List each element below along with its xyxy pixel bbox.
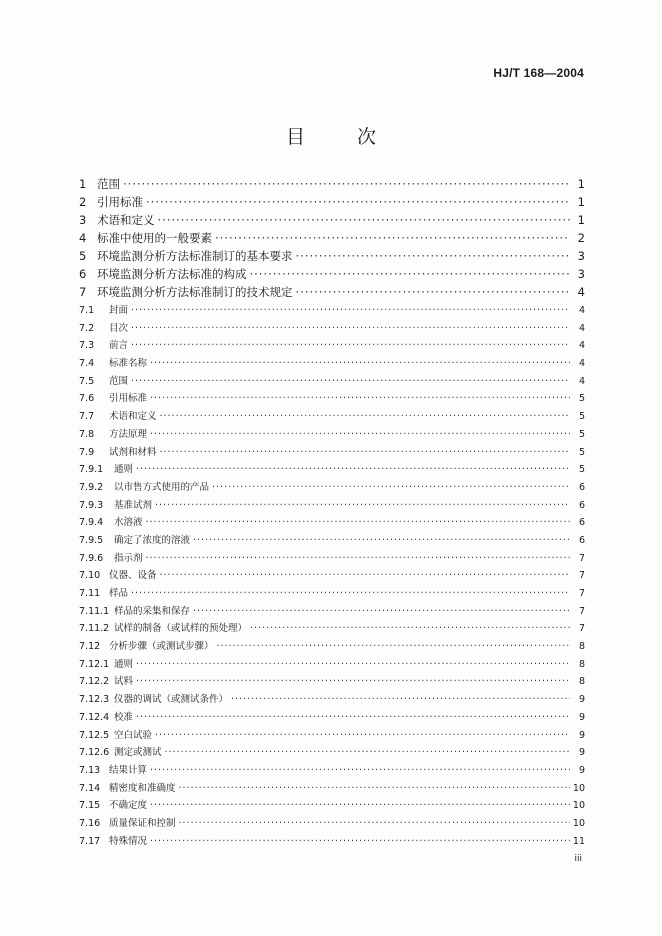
toc-entry-number: 7.9: [79, 446, 95, 458]
toc-entry-number: 7.12.5: [79, 729, 110, 741]
toc-entry-page: 4: [578, 340, 585, 352]
toc-entry-page: 7: [578, 605, 585, 617]
toc-entry-page: 3: [577, 267, 585, 281]
toc-entry-number: 7.9.6: [79, 552, 104, 564]
toc-entry-label: 试料: [114, 676, 134, 688]
toc-entry-number: 7.9.2: [79, 481, 104, 493]
toc-leader-dots: [136, 676, 570, 687]
toc-entry-number: 7.9.3: [79, 499, 104, 511]
toc-leader-dots: [150, 429, 570, 440]
toc-entry-page: 5: [578, 393, 585, 405]
toc-entry-page: 1: [577, 177, 585, 191]
toc-entry-label: 方法原理: [109, 428, 148, 440]
toc-entry: [79, 585, 585, 603]
toc-leader-dots: [250, 267, 571, 281]
toc-entry-page: 4: [577, 285, 585, 299]
toc-entry-label: 质量保证和控制: [109, 817, 176, 829]
toc-entry-label: 结果计算: [109, 764, 148, 776]
toc-entry: [79, 212, 585, 230]
toc-entry-label: 引用标准: [109, 393, 148, 405]
toc-entry-number: 7.11.2: [79, 623, 110, 635]
toc-entry-label: 术语和定义: [97, 213, 155, 227]
toc-entry-label: 封面: [109, 305, 129, 316]
toc-entry-number: 7.1: [79, 305, 95, 316]
toc-entry: [79, 302, 585, 320]
toc-entry-label: 测定或测试: [114, 747, 162, 759]
toc-entry: [79, 709, 585, 727]
toc-leader-dots: [296, 285, 571, 299]
toc-leader-dots: [296, 249, 571, 263]
toc-leader-dots: [131, 376, 570, 387]
toc-entry-page: 9: [578, 764, 585, 776]
toc-entry-page: 4: [578, 375, 585, 387]
toc-entry-label: 确定了浓度的溶液: [114, 534, 191, 546]
toc-entry: [79, 390, 585, 408]
toc-entry-page: 9: [578, 729, 585, 741]
toc-entry-page: 6: [578, 481, 585, 493]
toc-entry-number: 7.12.3: [79, 694, 110, 706]
toc-entry-number: 2: [79, 195, 87, 209]
toc-entry-label: 引用标准: [97, 195, 143, 209]
toc-entry: [79, 355, 585, 373]
toc-entry: [79, 691, 585, 709]
toc-entry-label: 环境监测分析方法标准的构成: [97, 267, 247, 281]
toc-title-char-2: 次: [357, 126, 377, 148]
toc-entry: [79, 320, 585, 338]
toc-leader-dots: [131, 323, 570, 334]
toc-entry-label: 通则: [114, 464, 134, 476]
toc-entry-label: 范围: [97, 177, 120, 191]
toc-entry-number: 7.8: [79, 428, 95, 440]
toc-entry: [79, 550, 585, 568]
toc-entry-number: 7.12.1: [79, 658, 110, 670]
toc-leader-dots: [179, 818, 570, 829]
toc-entry-page: 4: [578, 358, 585, 370]
toc-leader-dots: [146, 195, 570, 209]
toc-entry-page: 6: [578, 517, 585, 529]
toc-entry-label: 水溶液: [114, 517, 143, 529]
toc-entry-number: 7.15: [79, 800, 101, 812]
toc-entry-number: 7.12.6: [79, 747, 110, 759]
toc-entry-page: 5: [578, 446, 585, 458]
toc-entry: [79, 762, 585, 780]
toc-leader-dots: [250, 623, 570, 634]
toc-entry-page: 3: [577, 249, 585, 263]
toc-leader-dots: [136, 464, 570, 475]
toc-entry-number: 7.5: [79, 375, 95, 387]
toc-entry-number: 6: [79, 267, 87, 281]
toc-entry-label: 不确定度: [109, 800, 148, 812]
toc-entry: [79, 833, 585, 851]
toc-entry: [79, 194, 585, 212]
toc-entry-page: 4: [578, 322, 585, 334]
toc-entry-page: 10: [572, 800, 585, 812]
toc-entry: [79, 373, 585, 391]
toc-entry-number: 7.12.4: [79, 711, 110, 723]
toc-entry: [79, 426, 585, 444]
toc-entry: [79, 673, 585, 691]
toc-entry-page: 8: [578, 641, 585, 653]
toc-entry: [79, 620, 585, 638]
toc-entry-number: 7.3: [79, 340, 95, 352]
toc-entry-page: 6: [578, 499, 585, 511]
toc-entry-number: 7.7: [79, 411, 95, 423]
toc-leader-dots: [160, 447, 570, 458]
toc-entry: [79, 284, 585, 302]
toc-entry: [79, 479, 585, 497]
toc-entry-number: 7.16: [79, 817, 101, 829]
toc-entry-label: 环境监测分析方法标准制订的基本要求: [97, 249, 293, 263]
toc-entry-page: 9: [578, 711, 585, 723]
toc-entry: [79, 780, 585, 798]
toc-entry-label: 样品: [109, 588, 129, 599]
toc-entry-label: 试剂和材料: [109, 446, 157, 458]
toc-entry-page: 7: [578, 552, 585, 564]
toc-entry: [79, 514, 585, 532]
toc-leader-dots: [150, 393, 570, 404]
toc-entry-page: 5: [578, 428, 585, 440]
toc-entry: [79, 567, 585, 585]
toc-entry: [79, 797, 585, 815]
toc-leader-dots: [215, 231, 570, 245]
table-of-contents: [79, 176, 585, 850]
toc-entry-page: 9: [578, 747, 585, 759]
toc-leader-dots: [131, 588, 570, 599]
toc-entry-number: 7.11: [79, 588, 101, 599]
toc-entry: [79, 461, 585, 479]
toc-entry-number: 7.11.1: [79, 605, 110, 617]
toc-leader-dots: [131, 340, 570, 351]
toc-entry-number: 7.9.4: [79, 517, 104, 529]
toc-leader-dots: [150, 836, 570, 847]
toc-entry-label: 标准名称: [109, 358, 148, 370]
toc-entry-page: 5: [578, 464, 585, 476]
toc-entry-number: 7.10: [79, 570, 101, 582]
toc-leader-dots: [136, 659, 570, 670]
toc-entry-page: 1: [577, 213, 585, 227]
toc-leader-dots: [160, 411, 570, 422]
toc-title: [0, 122, 662, 149]
toc-leader-dots: [155, 500, 570, 511]
toc-entry: [79, 408, 585, 426]
toc-entry-page: 11: [572, 835, 585, 847]
toc-entry-label: 目次: [109, 322, 129, 334]
standard-code: HJ/T 168—2004: [493, 66, 584, 80]
toc-entry-page: 1: [577, 195, 585, 209]
toc-entry: [79, 638, 585, 656]
toc-entry: [79, 176, 585, 194]
toc-leader-dots: [150, 765, 570, 776]
toc-leader-dots: [179, 783, 570, 794]
toc-entry-page: 6: [578, 534, 585, 546]
toc-leader-dots: [131, 305, 570, 316]
toc-entry: [79, 444, 585, 462]
toc-leader-dots: [146, 517, 570, 528]
toc-entry-label: 环境监测分析方法标准制订的技术规定: [97, 285, 293, 299]
toc-entry-number: 7.12: [79, 641, 101, 653]
toc-entry-page: 9: [578, 694, 585, 706]
toc-leader-dots: [193, 535, 570, 546]
toc-entry-label: 术语和定义: [109, 411, 157, 423]
toc-entry-page: 8: [578, 658, 585, 670]
toc-entry-label: 校准: [114, 711, 134, 723]
toc-entry-number: 4: [79, 231, 87, 245]
toc-leader-dots: [136, 712, 570, 723]
toc-entry-label: 空白试验: [114, 729, 153, 741]
toc-leader-dots: [217, 641, 570, 652]
toc-entry-page: 8: [578, 676, 585, 688]
toc-entry: [79, 266, 585, 284]
toc-leader-dots: [150, 358, 570, 369]
toc-leader-dots: [193, 606, 570, 617]
toc-title-char-1: 目: [285, 126, 305, 148]
toc-leader-dots: [146, 553, 570, 564]
toc-entry: [79, 603, 585, 621]
toc-entry-label: 基准试剂: [114, 499, 153, 511]
toc-entry: [79, 230, 585, 248]
toc-leader-dots: [150, 800, 570, 811]
toc-entry-page: 2: [577, 231, 585, 245]
toc-entry-label: 样品的采集和保存: [114, 605, 191, 617]
toc-entry: [79, 744, 585, 762]
toc-entry-number: 3: [79, 213, 87, 227]
toc-entry: [79, 248, 585, 266]
toc-entry-label: 标准中使用的一般要素: [97, 231, 212, 245]
toc-entry-number: 5: [79, 249, 87, 263]
toc-entry-number: 1: [79, 177, 87, 191]
toc-entry-number: 7.4: [79, 358, 95, 370]
toc-entry-page: 10: [572, 782, 585, 794]
toc-entry-label: 前言: [109, 340, 129, 352]
toc-entry-label: 试样的制备（或试样的预处理）: [114, 623, 248, 635]
toc-entry-label: 分析步骤（或测试步骤）: [109, 641, 214, 653]
toc-entry: [79, 727, 585, 745]
toc-entry-label: 范围: [109, 375, 129, 387]
toc-entry-number: 7.14: [79, 782, 101, 794]
page-number: iii: [574, 854, 582, 864]
toc-leader-dots: [123, 177, 570, 191]
toc-entry-label: 指示剂: [114, 552, 143, 564]
toc-leader-dots: [212, 482, 570, 493]
toc-entry-label: 特殊情况: [109, 835, 148, 847]
toc-entry: [79, 532, 585, 550]
toc-entry-number: 7.12.2: [79, 676, 110, 688]
toc-entry-page: 7: [578, 570, 585, 582]
toc-entry-label: 仪器的调试（或测试条件）: [114, 694, 229, 706]
toc-entry-number: 7.2: [79, 322, 95, 334]
toc-entry-label: 通则: [114, 658, 134, 670]
toc-entry-page: 4: [578, 305, 585, 316]
toc-entry: [79, 815, 585, 833]
toc-entry-number: 7.13: [79, 764, 101, 776]
toc-entry: [79, 656, 585, 674]
toc-leader-dots: [231, 694, 570, 705]
toc-entry-number: 7.9.5: [79, 534, 104, 546]
toc-entry-page: 7: [578, 588, 585, 599]
toc-entry: [79, 337, 585, 355]
toc-entry-page: 7: [578, 623, 585, 635]
toc-leader-dots: [160, 570, 570, 581]
toc-entry-number: 7.9.1: [79, 464, 104, 476]
toc-leader-dots: [155, 730, 570, 741]
toc-entry-label: 以市售方式使用的产品: [114, 481, 210, 493]
toc-entry-number: 7: [79, 285, 87, 299]
toc-entry-number: 7.6: [79, 393, 95, 405]
toc-entry: [79, 497, 585, 515]
toc-entry-page: 10: [572, 817, 585, 829]
toc-entry-number: 7.17: [79, 835, 101, 847]
toc-leader-dots: [158, 213, 571, 227]
toc-leader-dots: [165, 747, 570, 758]
toc-entry-label: 精密度和准确度: [109, 782, 176, 794]
toc-entry-label: 仪器、设备: [109, 570, 157, 582]
toc-entry-page: 5: [578, 411, 585, 423]
